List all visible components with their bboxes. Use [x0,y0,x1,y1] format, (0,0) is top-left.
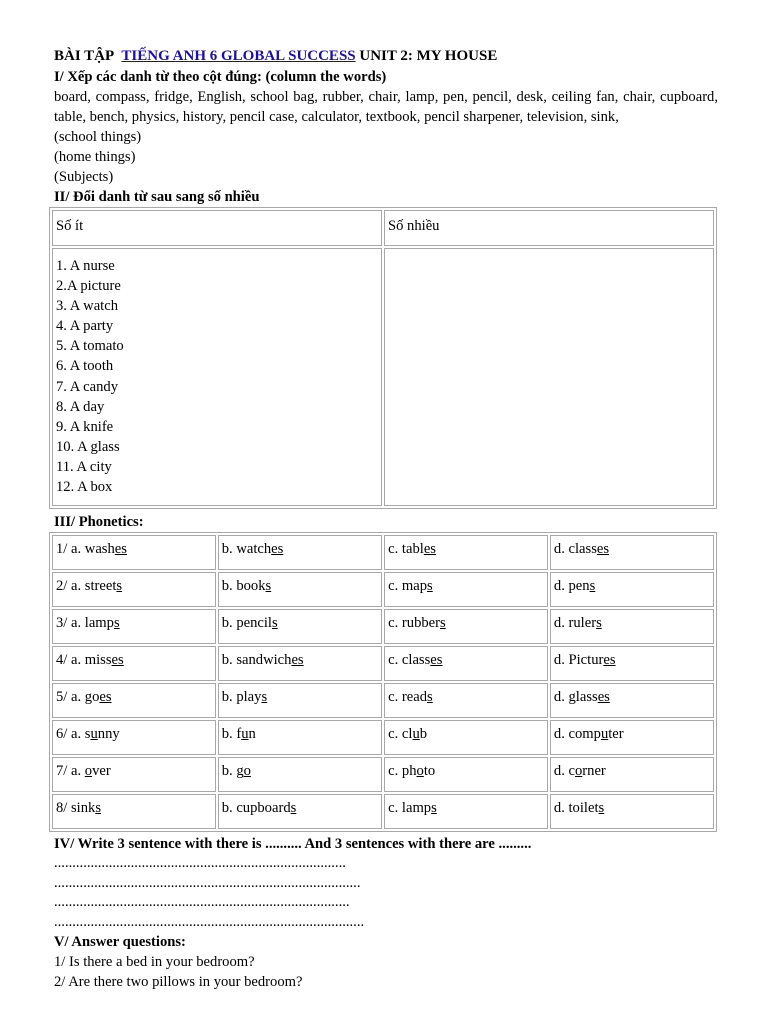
phonetics-table [49,532,717,832]
phonetics-option[interactable] [550,720,714,755]
option-text: d. ruler [553,615,597,631]
option-text: b. book [221,578,266,594]
phonetics-option[interactable] [218,535,382,570]
phonetics-option[interactable] [384,646,548,681]
table-row [52,646,714,681]
phonetics-option[interactable] [218,720,382,755]
option-text: b. play [221,689,262,705]
section-1-heading: I/ Xếp các danh từ theo cột đúng: (column the words) [54,69,387,85]
phonetics-option[interactable] [52,572,216,607]
underlined-sound: es [423,541,436,557]
list-item: 1. A nurse [56,258,115,274]
underlined-sound: o [416,763,424,779]
phonetics-option[interactable] [52,683,216,718]
option-text: b. sandwich [221,652,292,668]
question: 1/ Is there a bed in your bedroom? [54,954,255,971]
option-text: d. glass [553,689,598,705]
category-subjects: (Subjects) [54,169,114,185]
underlined-sound: s [290,800,297,816]
option-text: d. Pictur [553,652,604,668]
category-school-things: (school things) [54,129,142,145]
option-text: c. cl [388,726,413,742]
underlined-sound: es [430,652,443,668]
answer-line[interactable]: ..................................................................................... [54,913,365,930]
phonetics-option[interactable] [550,535,714,570]
phonetics-option[interactable] [52,609,216,644]
option-text-rest: ver [92,763,111,779]
option-text: c. read [388,689,428,705]
option-text: 5/ a. go [56,689,100,705]
phonetics-option[interactable] [550,572,714,607]
phonetics-option[interactable] [52,646,216,681]
phonetics-option[interactable] [384,535,548,570]
option-text: 7/ a. [56,763,85,779]
phonetics-option[interactable] [550,609,714,644]
underlined-sound: s [431,800,437,816]
answer-line[interactable]: .................................................................................... [54,874,361,891]
underlined-sound: s [265,578,272,594]
answer-line[interactable]: ................................................................................ [54,855,346,871]
table-row [52,248,714,506]
list-item: 7. A candy [56,378,119,395]
underlined-sound: s [427,578,433,594]
list-item: 6. A tooth [56,358,114,375]
option-text-rest: ter [608,726,624,742]
option-text: 6/ a. s [56,726,91,742]
category-home-things: (home things) [54,149,136,165]
underlined-sound: es [603,652,616,668]
phonetics-option[interactable] [218,572,382,607]
option-text-rest: to [423,763,436,779]
option-text-rest: n [248,726,256,742]
option-text-rest: rner [582,763,606,779]
title-link[interactable]: TIẾNG ANH 6 GLOBAL SUCCESS [121,48,356,64]
phonetics-option[interactable] [550,757,714,792]
list-item: 10. A glass [56,438,120,455]
phonetics-option[interactable] [52,794,216,829]
phonetics-option[interactable] [218,646,382,681]
option-text: c. ph [388,763,417,779]
table-row [52,609,714,644]
underlined-sound: u [241,726,249,742]
option-text: b. f [221,726,242,742]
underlined-sound: s [427,689,433,705]
underlined-sound: es [99,689,112,705]
underlined-sound: es [291,652,304,668]
underlined-sound: s [116,578,123,594]
section-2-heading: II/ Đổi danh từ sau sang số nhiều [54,189,260,205]
underlined-sound: s [271,615,278,631]
underlined-sound: es [597,689,610,705]
underlined-sound: o [243,763,251,779]
section-5-heading: V/ Answer questions: [54,934,186,951]
section-4-heading: IV/ Write 3 sentence with there is .......... And 3 sentences with there are ......... [54,836,532,852]
phonetics-option[interactable] [550,683,714,718]
phonetics-option[interactable] [384,683,548,718]
option-text: c. lamp [388,800,432,816]
phonetics-option[interactable] [52,720,216,755]
table-row [52,720,714,755]
option-text-rest: nny [97,726,120,742]
underlined-sound: s [440,615,446,631]
option-text: 1/ a. wash [56,541,115,557]
phonetics-option[interactable] [218,609,382,644]
underlined-sound: s [261,689,268,705]
list-item: 5. A tomato [56,338,124,355]
list-item: 3. A watch [56,298,119,315]
phonetics-body [52,535,714,829]
question: 2/ Are there two pillows in your bedroom? [54,974,303,991]
phonetics-option[interactable] [384,572,548,607]
table-row [52,535,714,570]
option-text: d. pen [553,578,590,594]
phonetics-option[interactable] [384,757,548,792]
list-item: 2.A picture [56,278,121,295]
option-text: b. watch [221,541,272,557]
option-text: b. pencil [221,615,272,631]
underlined-sound: es [271,541,284,557]
option-text: c. rubber [388,615,441,631]
title-prefix: BÀI TẬP [54,48,115,64]
page-title [54,46,718,66]
underlined-sound: es [111,652,124,668]
answer-line[interactable]: ................................................................................. [54,894,350,911]
list-item: 4. A party [56,318,114,335]
singular-list [52,248,382,506]
option-text: d. class [553,541,597,557]
list-item: 9. A knife [56,418,114,435]
phonetics-option[interactable] [218,794,382,829]
phonetics-option[interactable] [218,683,382,718]
underlined-sound: u [90,726,98,742]
option-text: d. c [553,763,575,779]
phonetics-option[interactable] [384,794,548,829]
plural-table [49,207,717,509]
table-row [52,572,714,607]
underlined-sound: u [412,726,420,742]
underlined-sound: es [114,541,127,557]
word-list: board, compass, fridge, English, school bag, rubber, chair, lamp, pen, pencil, desk, ceiling fan, chair, cupboard, table, bench, physics, history, pencil case, calculator, textbook, pencil sharpener, television, sink, [54,89,718,125]
option-text: c. tabl [388,541,424,557]
underlined-sound: s [596,615,602,631]
table-header-row [52,210,714,246]
underlined-sound: o [84,763,93,779]
option-text: 3/ a. lamp [56,615,114,631]
option-text: b. cupboard [221,800,291,816]
underlined-sound: es [596,541,610,557]
table-row [52,683,714,718]
option-text: c. class [388,652,431,668]
option-text: d. comp [553,726,601,742]
option-text: d. toilet [553,800,599,816]
worksheet [54,46,718,992]
phonetics-option[interactable] [52,757,216,792]
table-row [52,794,714,829]
option-text: 4/ a. miss [56,652,112,668]
underlined-sound: u [600,726,609,742]
table-row [52,757,714,792]
underlined-sound: s [598,800,605,816]
option-text: c. map [388,578,428,594]
list-item: 8. A day [56,398,105,415]
phonetics-option[interactable] [384,720,548,755]
phonetics-option[interactable] [384,609,548,644]
phonetics-option[interactable] [52,535,216,570]
option-text: b. g [221,763,244,779]
title-suffix: UNIT 2: MY HOUSE [359,48,498,64]
list-item: 12. A box [56,479,113,496]
section-3-heading: III/ Phonetics: [54,514,144,530]
underlined-sound: s [589,578,596,594]
phonetics-option[interactable] [550,646,714,681]
option-text-rest: b [419,726,428,742]
option-text: 2/ a. street [56,578,117,594]
plural-answer-cell[interactable] [384,248,714,506]
column-header-plural: Số nhiều [384,210,714,246]
underlined-sound: s [113,615,120,631]
underlined-sound: o [574,763,583,779]
column-header-singular: Số ít [52,210,382,246]
list-item: 11. A city [56,458,112,475]
option-text: 8/ sink [56,800,96,816]
phonetics-option[interactable] [550,794,714,829]
phonetics-option[interactable] [218,757,382,792]
underlined-sound: s [95,800,102,816]
